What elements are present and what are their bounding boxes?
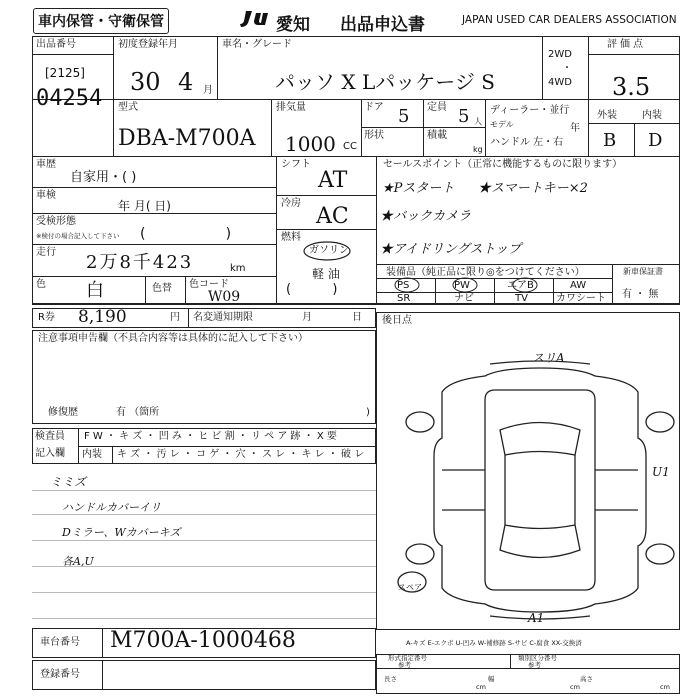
- fuel-circle-icon: [302, 240, 352, 262]
- equip-sr: SR: [397, 293, 411, 304]
- fuel-diesel: 軽 油: [312, 267, 340, 281]
- acceptance-label: 受検形態: [36, 216, 76, 227]
- ac-value: AC: [316, 204, 349, 229]
- height-unit: cm: [660, 683, 670, 691]
- equip-pw: PW: [454, 280, 470, 291]
- inspection-value: 年 月( 日): [118, 199, 171, 213]
- notes-box: [32, 330, 376, 424]
- sales-point-item: ★スマートキー×2: [478, 181, 588, 196]
- storage-badge: 車内保管・守衛保管: [33, 8, 169, 34]
- inspection-label: 車検: [36, 190, 56, 201]
- exterior-flags: F W ・ キ ズ ・ 凹 み ・ ヒ ビ 割 ・ リ ペ ア 跡 ・ X 要: [84, 431, 337, 442]
- title-deadline-label: 名変通知期限: [193, 312, 253, 323]
- repair-value: 有 （箇所: [116, 407, 160, 418]
- drive-2wd: 2WD: [548, 49, 572, 60]
- equip-airbag: エアB: [507, 280, 534, 291]
- mileage-label: 走行: [36, 247, 56, 258]
- km-unit: km: [230, 263, 246, 274]
- fuel-parens: ( ): [286, 282, 338, 297]
- history-value: 自家用・( ): [70, 170, 137, 185]
- diagram-mark-side: U1: [652, 465, 670, 479]
- model-type: DBA-M700A: [118, 126, 256, 151]
- notes-label: 注意事項申告欄（不具合内容等は具体的に記入して下さい）: [38, 333, 308, 344]
- org-logo: [238, 9, 278, 33]
- model-year-label: モデル: [490, 120, 514, 129]
- form-title: 出品申込書: [340, 15, 425, 35]
- remark-line: ミミズ: [50, 475, 87, 489]
- registration-month: 4: [178, 68, 194, 96]
- door-count: 5: [398, 106, 410, 127]
- sales-point-item: ★バックカメラ: [380, 209, 472, 224]
- color-code-label: 色コード: [189, 279, 229, 290]
- dealer-label: ディーラー・並行: [490, 105, 570, 116]
- model-label: 車名・グレード: [222, 39, 292, 50]
- recycle-yen: 円: [170, 312, 180, 323]
- cc-unit: CC: [343, 141, 357, 152]
- deadline-day: 日: [352, 312, 362, 323]
- remark-line: Dミラー、Wカバーキズ: [62, 526, 181, 539]
- acceptance-note: ※検付の場合記入して下さい: [36, 232, 120, 240]
- chassis-label: 車台番号: [40, 637, 80, 648]
- drive-dot: ・: [562, 63, 572, 74]
- deadline-month: 月: [302, 312, 312, 323]
- type-label: 型式: [118, 102, 138, 113]
- drive-4wd: 4WD: [548, 77, 572, 88]
- rear-label: 後日点: [382, 315, 412, 326]
- mileage-value: 2万8千423: [86, 252, 194, 273]
- spare-label: スペア: [398, 583, 422, 592]
- color-change-label: 色替: [152, 283, 172, 294]
- damage-legend: A-キズ E-エクボ U-凹み W-補修跡 S-サビ C-腐食 XX-交換済: [406, 639, 582, 647]
- lot-label: 出品番号: [36, 39, 76, 50]
- color-value: 白: [86, 280, 104, 301]
- recycle-amount: 8,190: [78, 307, 127, 327]
- registration-year: 30: [130, 68, 161, 96]
- exterior-label: 外装: [597, 110, 617, 121]
- exterior-grade: B: [603, 130, 617, 151]
- displacement-label: 排気量: [276, 102, 306, 113]
- registration-number-row: [32, 660, 376, 690]
- height-label: 高さ: [580, 675, 593, 683]
- remark-line: ハンドルカバーイリ: [62, 501, 161, 514]
- equip-power-seat: カワシート: [556, 293, 606, 304]
- entry-label: 記入欄: [35, 448, 65, 459]
- length-label: 長さ: [384, 675, 397, 683]
- interior-flags: キ ズ ・ 汚 レ ・ コ ゲ ・ 穴 ・ ス レ ・ キ レ ・ 破 レ: [117, 449, 365, 460]
- kg-unit: kg: [473, 145, 483, 154]
- ac-label: 冷房: [281, 198, 301, 209]
- shift-value: AT: [318, 168, 348, 193]
- class-number-label: 類別区分番号: [518, 654, 557, 662]
- model-year-unit: 年: [570, 123, 580, 134]
- handle-label: ハンドル 左・右: [490, 137, 564, 148]
- interior-grade: D: [648, 130, 663, 151]
- sales-points-label: セールスポイント（正常に機能するものに限ります）: [383, 159, 623, 170]
- sales-point-item: ★アイドリングストップ: [380, 242, 522, 257]
- warranty-label: 新車保証書: [623, 267, 663, 276]
- registration-number-label: 登録番号: [40, 669, 80, 680]
- inspector-label: 検査員: [35, 431, 65, 442]
- model-name: パッソ X Lパッケージ S: [275, 70, 495, 94]
- interior-label: 内装: [642, 110, 662, 121]
- class-number-note: 参考: [528, 661, 541, 669]
- history-label: 車歴: [36, 159, 56, 170]
- equip-aw: AW: [570, 280, 587, 291]
- interior-flags-label: 内装: [82, 449, 102, 460]
- acceptance-parens: ( ): [140, 226, 232, 242]
- diagram-mark-bottom: A1: [528, 611, 545, 625]
- form-number-label: 形式指定番号: [388, 654, 427, 662]
- equip-tv: TV: [515, 293, 528, 304]
- form-number-note: 参考: [398, 661, 411, 669]
- association-name: JAPAN USED CAR DEALERS ASSOCIATION: [462, 14, 677, 26]
- capacity-label: 定員: [427, 102, 447, 113]
- capacity-unit: 人: [474, 117, 482, 126]
- remark-line: 各A,U: [62, 555, 94, 568]
- registration-label: 初度登録年月: [118, 39, 178, 50]
- score-label: 評価点: [607, 39, 646, 50]
- load-label: 積載: [427, 130, 447, 141]
- equipment-circle-marks: [380, 276, 620, 294]
- door-label: ドア: [364, 102, 384, 113]
- equip-navi: ナビ: [454, 293, 474, 304]
- shift-label: シフト: [281, 159, 311, 170]
- lot-bracket-number: [2125]: [45, 66, 85, 80]
- lot-number: 04254: [36, 86, 103, 111]
- width-label: 幅: [488, 675, 495, 683]
- shape-label: 形状: [364, 130, 384, 141]
- recycle-label: R券: [38, 312, 55, 323]
- color-code-value: W09: [208, 289, 241, 305]
- score-value: 3.5: [612, 73, 651, 101]
- repair-label: 修復歴: [48, 407, 78, 418]
- displacement-value: 1000: [285, 132, 336, 156]
- warranty-value: 有 ・ 無: [622, 289, 659, 300]
- equip-ps: PS: [397, 280, 410, 291]
- color-label: 色: [36, 279, 46, 290]
- chassis-number: M700A-1000468: [110, 628, 296, 653]
- registration-month-unit: 月: [203, 85, 213, 96]
- width-unit: cm: [570, 683, 580, 691]
- fuel-gas: ガソリン: [309, 245, 349, 256]
- length-unit: cm: [476, 683, 486, 691]
- equipment-label: 装備品（純正品に限り◎をつけてください）: [386, 267, 585, 278]
- org-name: 愛知: [276, 15, 310, 35]
- fuel-label: 燃料: [281, 232, 301, 243]
- diagram-mark-top: スリA: [532, 351, 565, 365]
- sales-point-item: ★Pスタート: [382, 181, 455, 196]
- ju-logo-icon: [238, 9, 278, 29]
- car-body-diagram: [390, 360, 690, 620]
- capacity-value: 5: [458, 106, 470, 127]
- repair-close: ): [366, 407, 370, 418]
